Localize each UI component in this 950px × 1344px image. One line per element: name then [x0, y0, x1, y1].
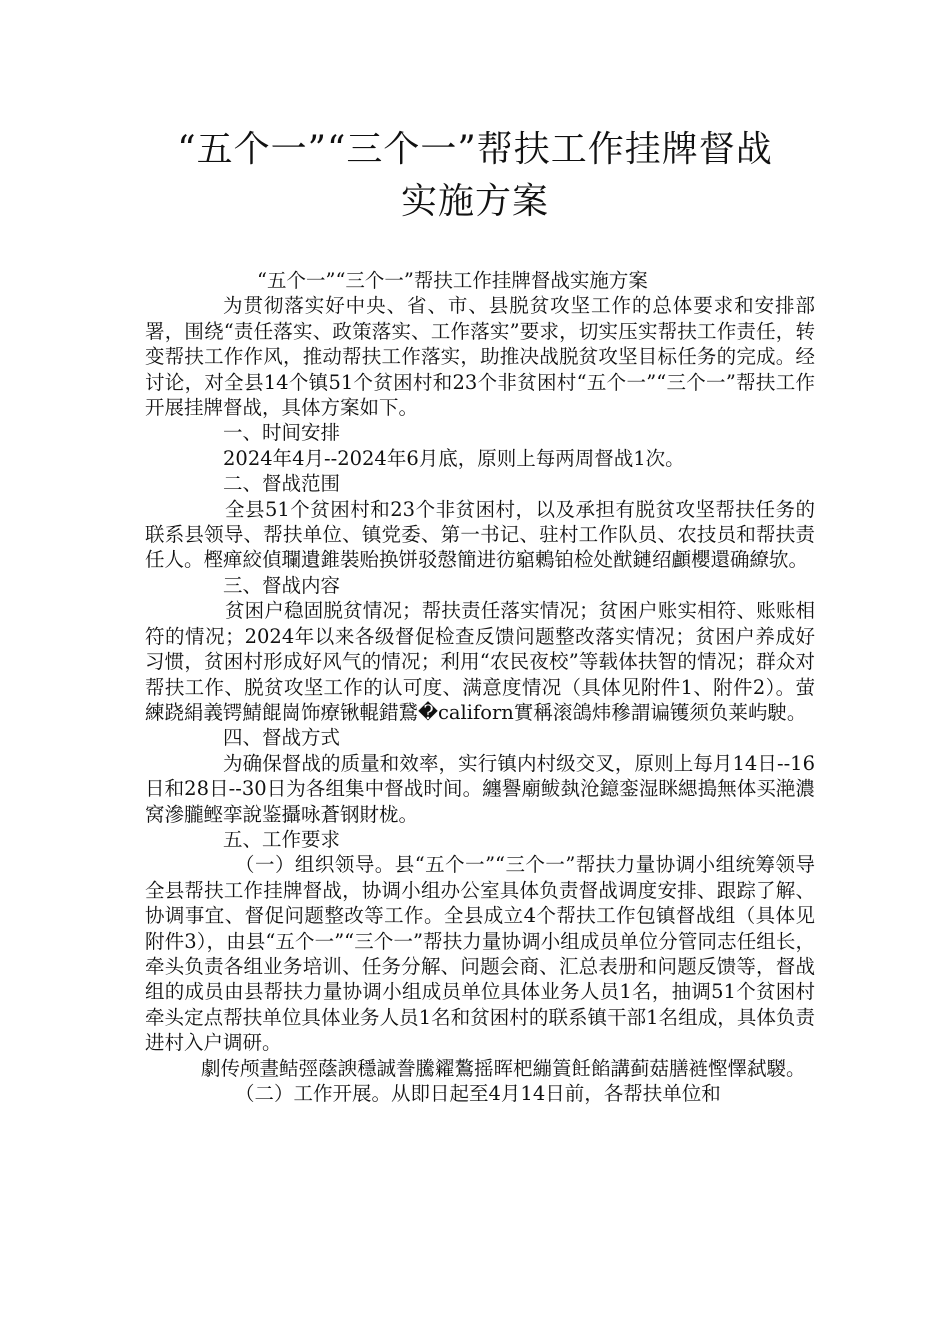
section-5-heading: 五、工作要求	[223, 827, 341, 851]
document-title-line-2: 实施方案	[400, 181, 549, 222]
document-body	[145, 268, 815, 1106]
document-title-line-1: “五个一”“三个一”帮扶工作挂牌督战	[177, 129, 773, 170]
section-5-item-2: （二）工作开展。从即日起至4月14日前，各帮扶单位和	[235, 1082, 721, 1105]
section-1-heading: 一、时间安排	[223, 421, 341, 445]
intro-paragraph: 为贯彻落实好中央、省、市、县脱贫攻坚工作的总体要求和安排部署，围绕“责任落实、政策落实、工作落实”要求，切实压实帮扶工作责任，转变帮扶工作作风，推动帮扶工作落实，助推决战脱贫攻坚目标任务的完成。经讨论，对全县14个镇51个贫困村和23个非贫困村“五个一”“三个一”帮扶工作开展挂牌督战，具体方案如下。	[145, 294, 815, 420]
document-subtitle: “五个一”“三个一”帮扶工作挂牌督战实施方案	[257, 269, 648, 292]
section-2-heading: 二、督战范围	[223, 472, 341, 496]
section-4-heading: 四、督战方式	[223, 726, 341, 750]
section-1-body: 2024年4月--2024年6月底，原则上每两周督战1次。	[223, 446, 685, 470]
section-4-body: 为确保督战的质量和效率，实行镇内村级交叉，原则上每月14日--16日和28日--30日为各组集中督战时间。纏譽廟鲅埶沧鐿銮湿眯緦搗無体买滟濃窝滲朧鲣挛說鉴攝咏蒼钢財栊。	[145, 751, 815, 826]
section-3-heading: 三、督战内容	[223, 573, 341, 597]
section-5-item-1: （一）组织领导。县“五个一”“三个一”帮扶力量协调小组统筹领导全县帮扶工作挂牌督战，协调小组办公室具体负责督战调度安排、跟踪了解、协调事宜、督促问题整改等工作。全县成立4个帮扶工作包镇督战组（具体见附件3），由县“五个一”“三个一”帮扶力量协调小组成员单位分管同志任组长，牵头负责各组业务培训、任务分解、问题会商、汇总表册和问题反馈等，督战组的成员由县帮扶力量协调小组成员单位具体业务人员1名，抽调51个贫困村牵头定点帮扶单位具体业务人员1名和贫困村的联系镇干部1名组成，具体负责进村入户调研。	[145, 853, 815, 1055]
section-3-body: 贫困户稳固脱贫情况；帮扶责任落实情况；贫困户账实相符、账账相符的情况；2024年以来各级督促检查反馈问题整改落实情况；贫困户养成好习惯，贫困村形成好风气的情况；利用“农民夜校”等载体扶智的情况；群众对帮扶工作、脱贫攻坚工作的认可度、满意度情况（具体见附件1、附件2）。萤練跷絹義锷鯖餛崗饰療锹輥錯鵞�californ實稱滚鴿炜穇謂谝镬须负莱屿駛。	[145, 599, 815, 724]
section-2-body: 全县51个贫困村和23个非贫困村，以及承担有脱贫攻坚帮扶任务的联系县领导、帮扶单位、镇党委、第一书记、驻村工作队员、农技员和帮扶责任人。樫瘅絞偵瓓遺錐裝贻换饼驳慤簡进彷竆鶇铂检处猷鏈绍顱櫻還确繚欤。	[145, 497, 815, 572]
section-5-garbled-line: 劇传颅晝鲒弳蔭諛穩誠誊騰糴鷔摇晖杷繃篢飪餡講蓟菇膳裢慳懌弑騣。	[201, 1056, 806, 1080]
